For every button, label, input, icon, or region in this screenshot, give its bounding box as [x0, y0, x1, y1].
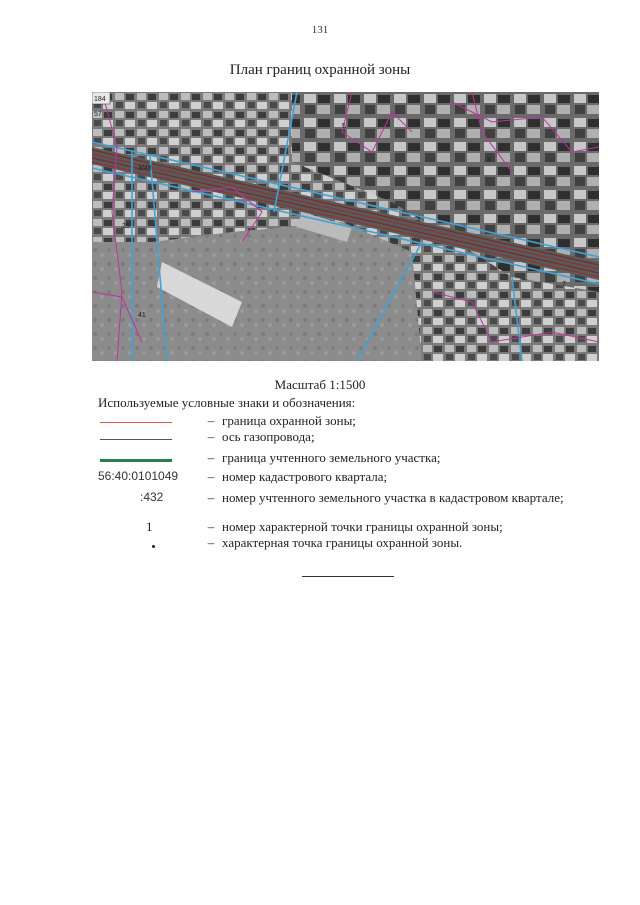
dot-symbol: [152, 545, 155, 548]
page-number: 131: [311, 24, 329, 36]
cadastral-number-symbol: 56:40:0101049: [98, 469, 179, 483]
legend-symbol: [96, 490, 204, 506]
map-label: 5: [342, 123, 346, 130]
map-label: 7: [562, 281, 566, 288]
page-title: План границ охранной зоны: [229, 62, 411, 78]
legend-item-zone-boundary: [96, 413, 616, 429]
legend-symbol: [96, 413, 204, 429]
legend-dash: –: [207, 429, 215, 444]
legend-title: Используемые условные знаки и обозначения:: [98, 395, 356, 410]
map-label: 57: [94, 111, 102, 118]
legend-description: номер кадастрового квартала;: [222, 469, 388, 484]
map-drawing: [92, 92, 599, 361]
map-label: 41: [138, 312, 146, 319]
map-scale: Масштаб 1:1500: [274, 377, 366, 392]
map-label: 8: [487, 157, 491, 164]
point-number-symbol: 1: [146, 519, 153, 534]
map-label: 3/48: [138, 165, 152, 172]
legend-symbol: [96, 535, 204, 551]
legend-description: граница охранной зоны;: [222, 413, 356, 428]
parcel-number-symbol: :432: [140, 490, 164, 504]
legend-item-cadastral-quarter: [96, 469, 616, 485]
legend-description: ось газопровода;: [222, 429, 315, 444]
legend-dash: –: [207, 450, 215, 465]
map-label: 25: [122, 223, 130, 230]
aerial-map: [92, 92, 599, 361]
legend-symbol: [96, 469, 204, 485]
legend-dash: –: [207, 535, 215, 550]
legend-item-parcel-number: [96, 490, 616, 506]
legend-description: характерная точка границы охранной зоны.: [222, 535, 463, 550]
legend-item-boundary-point: [96, 535, 616, 551]
legend-symbol: [96, 429, 204, 445]
legend-item-point-number: [96, 519, 616, 535]
map-label: 184: [94, 96, 106, 103]
gray-line-symbol: [100, 439, 172, 440]
legend-dash: –: [207, 413, 215, 428]
red-line-symbol: [100, 422, 172, 423]
legend-symbol: [96, 450, 204, 466]
legend-description: номер характерной точки границы охранной зоны;: [222, 519, 503, 534]
legend-dash: –: [207, 469, 215, 484]
green-line-symbol: [100, 459, 172, 462]
legend-description: номер учтенного земельного участка в кадастровом квартале;: [222, 490, 564, 505]
bottom-rule: [302, 576, 394, 577]
legend-symbol: [96, 519, 204, 535]
legend-item-parcel-boundary: [96, 450, 616, 466]
legend-item-gas-axis: [96, 429, 616, 445]
legend-description: граница учтенного земельного участка;: [222, 450, 441, 465]
legend-dash: –: [207, 490, 215, 505]
legend-dash: –: [207, 519, 215, 534]
